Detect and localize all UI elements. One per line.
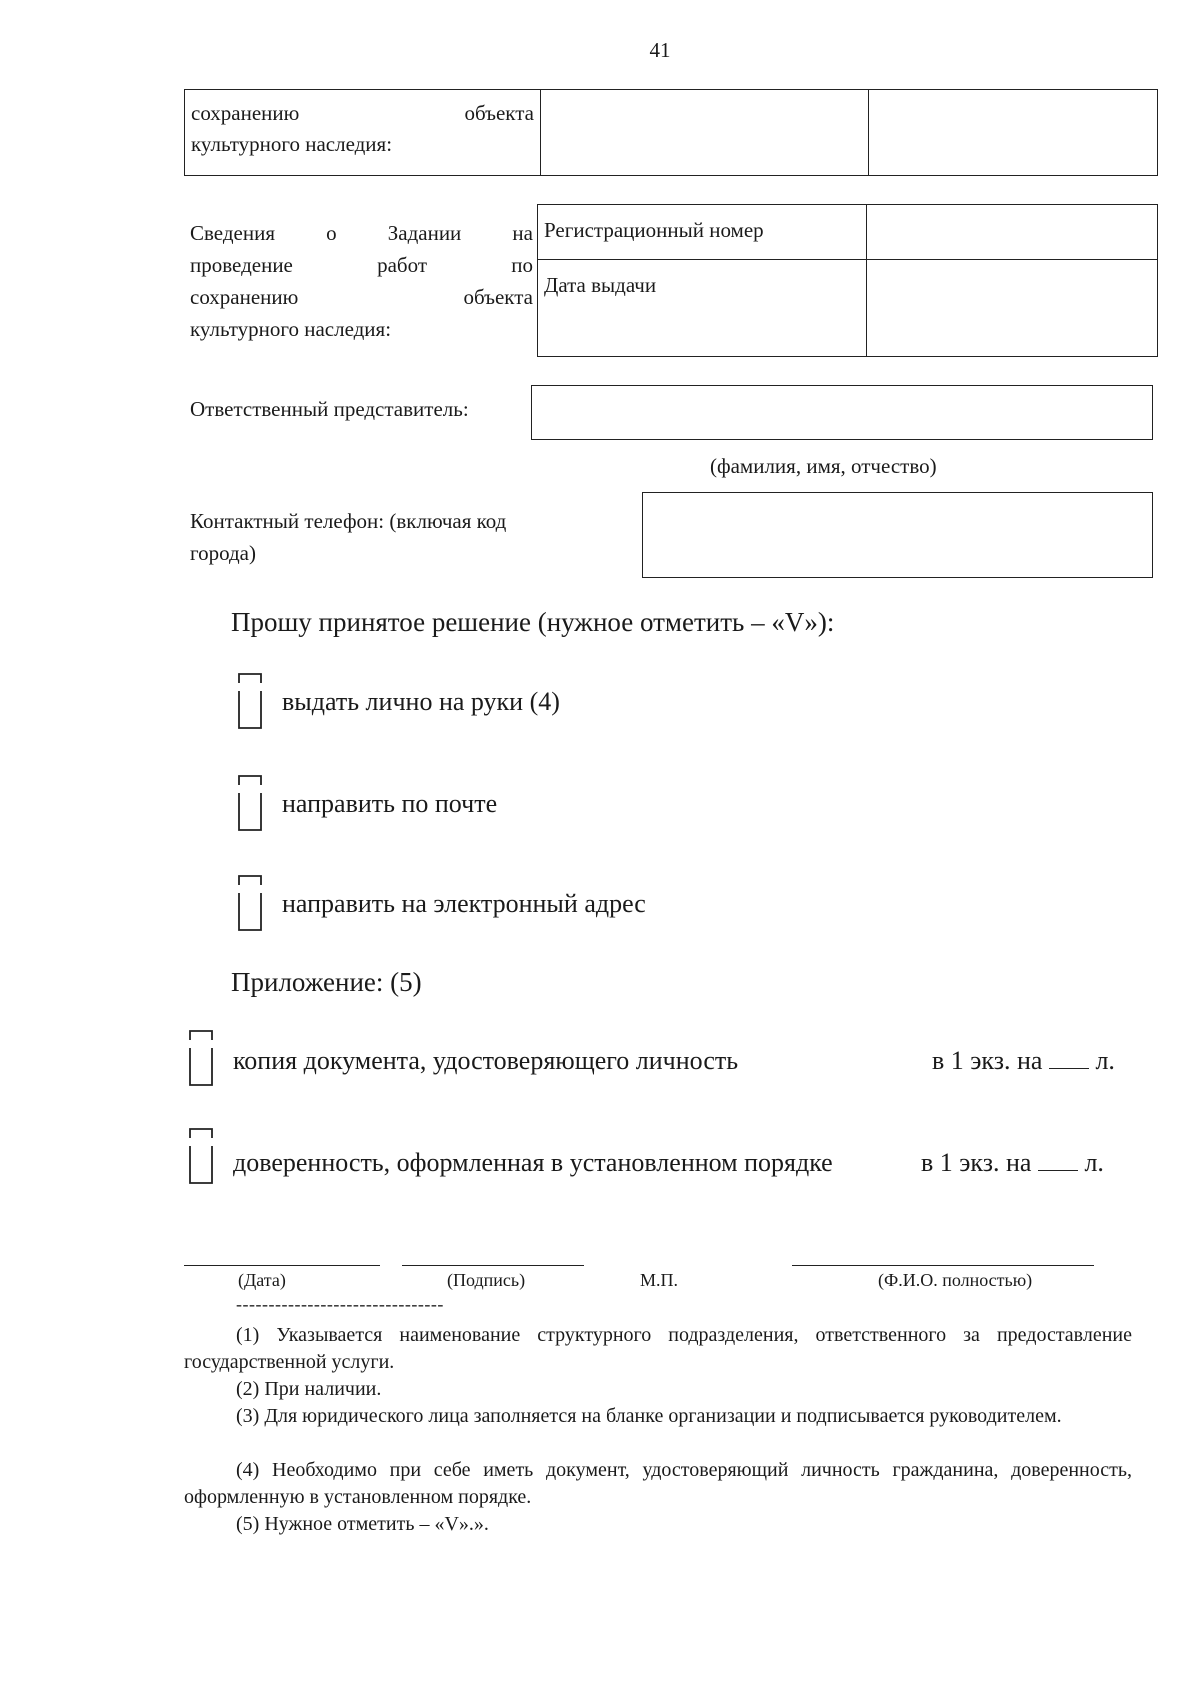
label-line: культурного наследия: bbox=[191, 132, 393, 156]
attachments-title: Приложение: (5) bbox=[231, 967, 422, 997]
page-number: 41 bbox=[649, 38, 671, 62]
signature-caption: (Подпись) bbox=[447, 1270, 526, 1290]
option-hand-delivery: выдать лично на руки (4) bbox=[282, 687, 560, 716]
fio-caption: (Ф.И.О. полностью) bbox=[878, 1270, 1033, 1290]
task-info-table bbox=[537, 204, 1158, 357]
checkbox-icon[interactable] bbox=[189, 1128, 213, 1184]
stamp-caption: М.П. bbox=[640, 1270, 679, 1290]
footnote-3 bbox=[184, 1403, 1132, 1430]
label-word: Задании bbox=[387, 221, 462, 245]
checkbox-icon[interactable] bbox=[238, 775, 262, 831]
label-line: Контактный телефон: (включая код bbox=[190, 509, 507, 533]
phone-field[interactable] bbox=[642, 492, 1153, 578]
footnote-2 bbox=[184, 1376, 1132, 1403]
label-word: проведение bbox=[190, 253, 293, 277]
label-word: о bbox=[326, 221, 337, 245]
representative-label: Ответственный представитель: bbox=[190, 397, 469, 421]
issue-date-label: Дата выдачи bbox=[544, 273, 657, 297]
label-word: по bbox=[511, 253, 533, 277]
table-divider bbox=[868, 90, 869, 175]
label-word: сохранению bbox=[190, 285, 299, 309]
representative-field[interactable] bbox=[531, 385, 1153, 440]
footnote-text: (5) Нужное отметить – «V».». bbox=[236, 1513, 489, 1535]
label-word: Сведения bbox=[190, 221, 275, 245]
checkbox-icon[interactable] bbox=[238, 673, 262, 729]
heritage-label bbox=[191, 98, 534, 160]
checkbox-icon[interactable] bbox=[189, 1030, 213, 1086]
heritage-table-continuation bbox=[184, 89, 1158, 176]
label-word: работ bbox=[377, 253, 428, 277]
signature-line[interactable] bbox=[402, 1265, 584, 1266]
footnote-text: (1) Указывается наименование структурного подразделения, ответственного за предоставление государственной услуги. bbox=[184, 1324, 1132, 1373]
checkbox-icon[interactable] bbox=[238, 875, 262, 931]
representative-caption: (фамилия, имя, отчество) bbox=[710, 454, 937, 478]
phone-label bbox=[190, 505, 580, 569]
qty-prefix: в 1 экз. на bbox=[921, 1148, 1032, 1177]
label-word: сохранению bbox=[191, 101, 300, 125]
decision-title: Прошу принятое решение (нужное отметить – «V»): bbox=[231, 607, 835, 637]
pages-blank[interactable] bbox=[1049, 1048, 1089, 1069]
footnote-1 bbox=[184, 1322, 1132, 1376]
footnote-text: (4) Необходимо при себе иметь документ, удостоверяющий личность гражданина, доверенность, оформленную в установленном порядке. bbox=[184, 1459, 1132, 1508]
footnote-text: (2) При наличии. bbox=[236, 1378, 382, 1400]
option-by-mail: направить по почте bbox=[282, 789, 498, 818]
qty-prefix: в 1 экз. на bbox=[932, 1046, 1043, 1075]
label-word: объекта bbox=[464, 101, 534, 125]
date-line[interactable] bbox=[184, 1265, 380, 1266]
footnote-text: (3) Для юридического лица заполняется на бланке организации и подписывается руководителем. bbox=[236, 1405, 1062, 1427]
footnote-4 bbox=[184, 1457, 1132, 1511]
attachment-power-of-attorney: доверенность, оформленная в установленном порядке bbox=[233, 1148, 833, 1177]
attachment-quantity bbox=[921, 1148, 1104, 1178]
footnote-separator: -------------------------------- bbox=[236, 1294, 444, 1314]
option-email: направить на электронный адрес bbox=[282, 889, 646, 918]
table-divider bbox=[540, 90, 541, 175]
label-word: на bbox=[512, 221, 533, 245]
date-caption: (Дата) bbox=[238, 1270, 286, 1290]
qty-suffix: л. bbox=[1084, 1148, 1104, 1177]
reg-number-label: Регистрационный номер bbox=[544, 218, 764, 242]
label-word: объекта bbox=[463, 285, 533, 309]
task-info-label bbox=[190, 217, 533, 345]
table-divider bbox=[866, 205, 867, 356]
attachment-quantity bbox=[932, 1046, 1115, 1076]
attachment-id-copy: копия документа, удостоверяющего личность bbox=[233, 1046, 739, 1075]
label-line: культурного наследия: bbox=[190, 317, 392, 341]
label-line: города) bbox=[190, 541, 256, 565]
pages-blank[interactable] bbox=[1038, 1150, 1078, 1171]
fio-line[interactable] bbox=[792, 1265, 1094, 1266]
table-divider bbox=[538, 259, 1157, 260]
footnote-5 bbox=[184, 1511, 1132, 1538]
qty-suffix: л. bbox=[1095, 1046, 1115, 1075]
